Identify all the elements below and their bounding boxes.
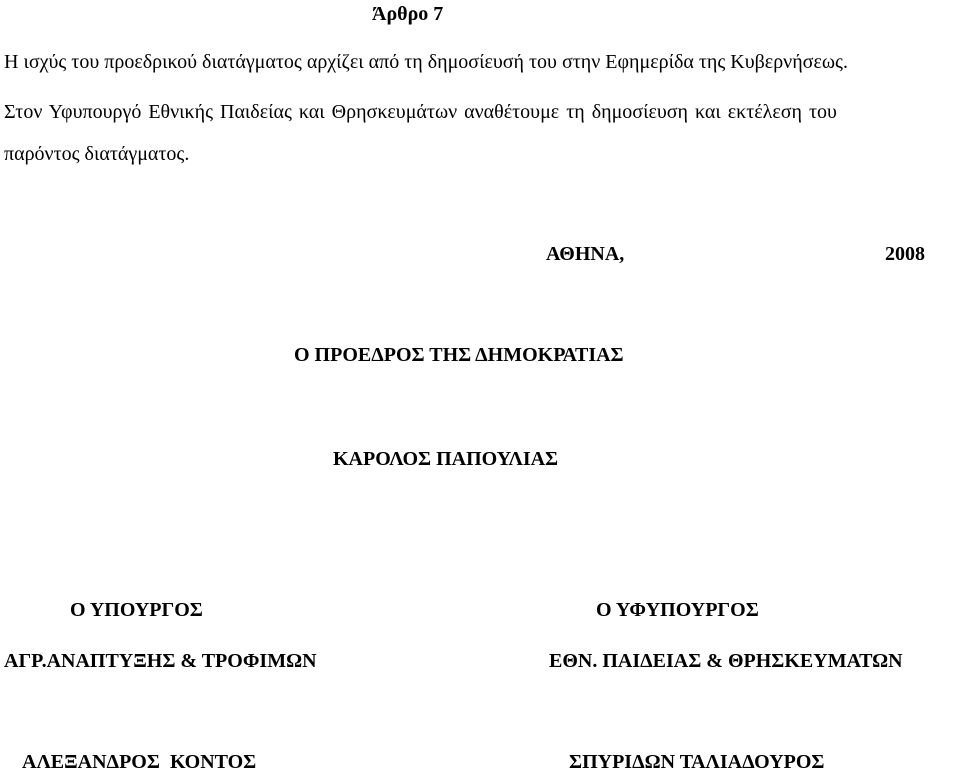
minister-right-department: ΕΘΝ. ΠΑΙΔΕΙΑΣ & ΘΡΗΣΚΕΥΜΑΤΩΝ bbox=[549, 650, 903, 672]
minister-left-department: ΑΓΡ.ΑΝΑΠΤΥΞΗΣ & ΤΡΟΦΙΜΩΝ bbox=[4, 650, 317, 672]
body-paragraph-line-2: Στον Υφυπουργό Εθνικής Παιδείας και Θρησκευμάτων αναθέτουμε τη δημοσίευση και εκτέλεση του bbox=[4, 101, 837, 123]
dateline-year: 2008 bbox=[885, 243, 925, 265]
body-paragraph-line-1: Η ισχύς του προεδρικού διατάγματος αρχίζει από τη δημοσίευσή του στην Εφημερίδα της Κυβερνήσεως. bbox=[4, 51, 848, 73]
president-name: ΚΑΡΟΛΟΣ ΠΑΠΟΥΛΙΑΣ bbox=[333, 448, 559, 470]
president-title: Ο ΠΡΟΕΔΡΟΣ ΤΗΣ ΔΗΜΟΚΡΑΤΙΑΣ bbox=[294, 344, 624, 366]
body-paragraph-line-3: παρόντος διατάγματος. bbox=[4, 143, 190, 165]
dateline-city: ΑΘΗΝΑ, bbox=[546, 243, 625, 265]
article-heading: Άρθρο 7 bbox=[372, 3, 444, 25]
minister-right-name: ΣΠΥΡΙΔΩΝ ΤΑΛΙΑΔΟΥΡΟΣ bbox=[569, 751, 825, 773]
minister-left-name: ΑΛΕΞΑΝΔΡΟΣ ΚΟΝΤΟΣ bbox=[22, 751, 257, 773]
minister-right-title: Ο ΥΦΥΠΟΥΡΓΟΣ bbox=[596, 599, 759, 621]
minister-left-title: Ο ΥΠΟΥΡΓΟΣ bbox=[70, 599, 203, 621]
